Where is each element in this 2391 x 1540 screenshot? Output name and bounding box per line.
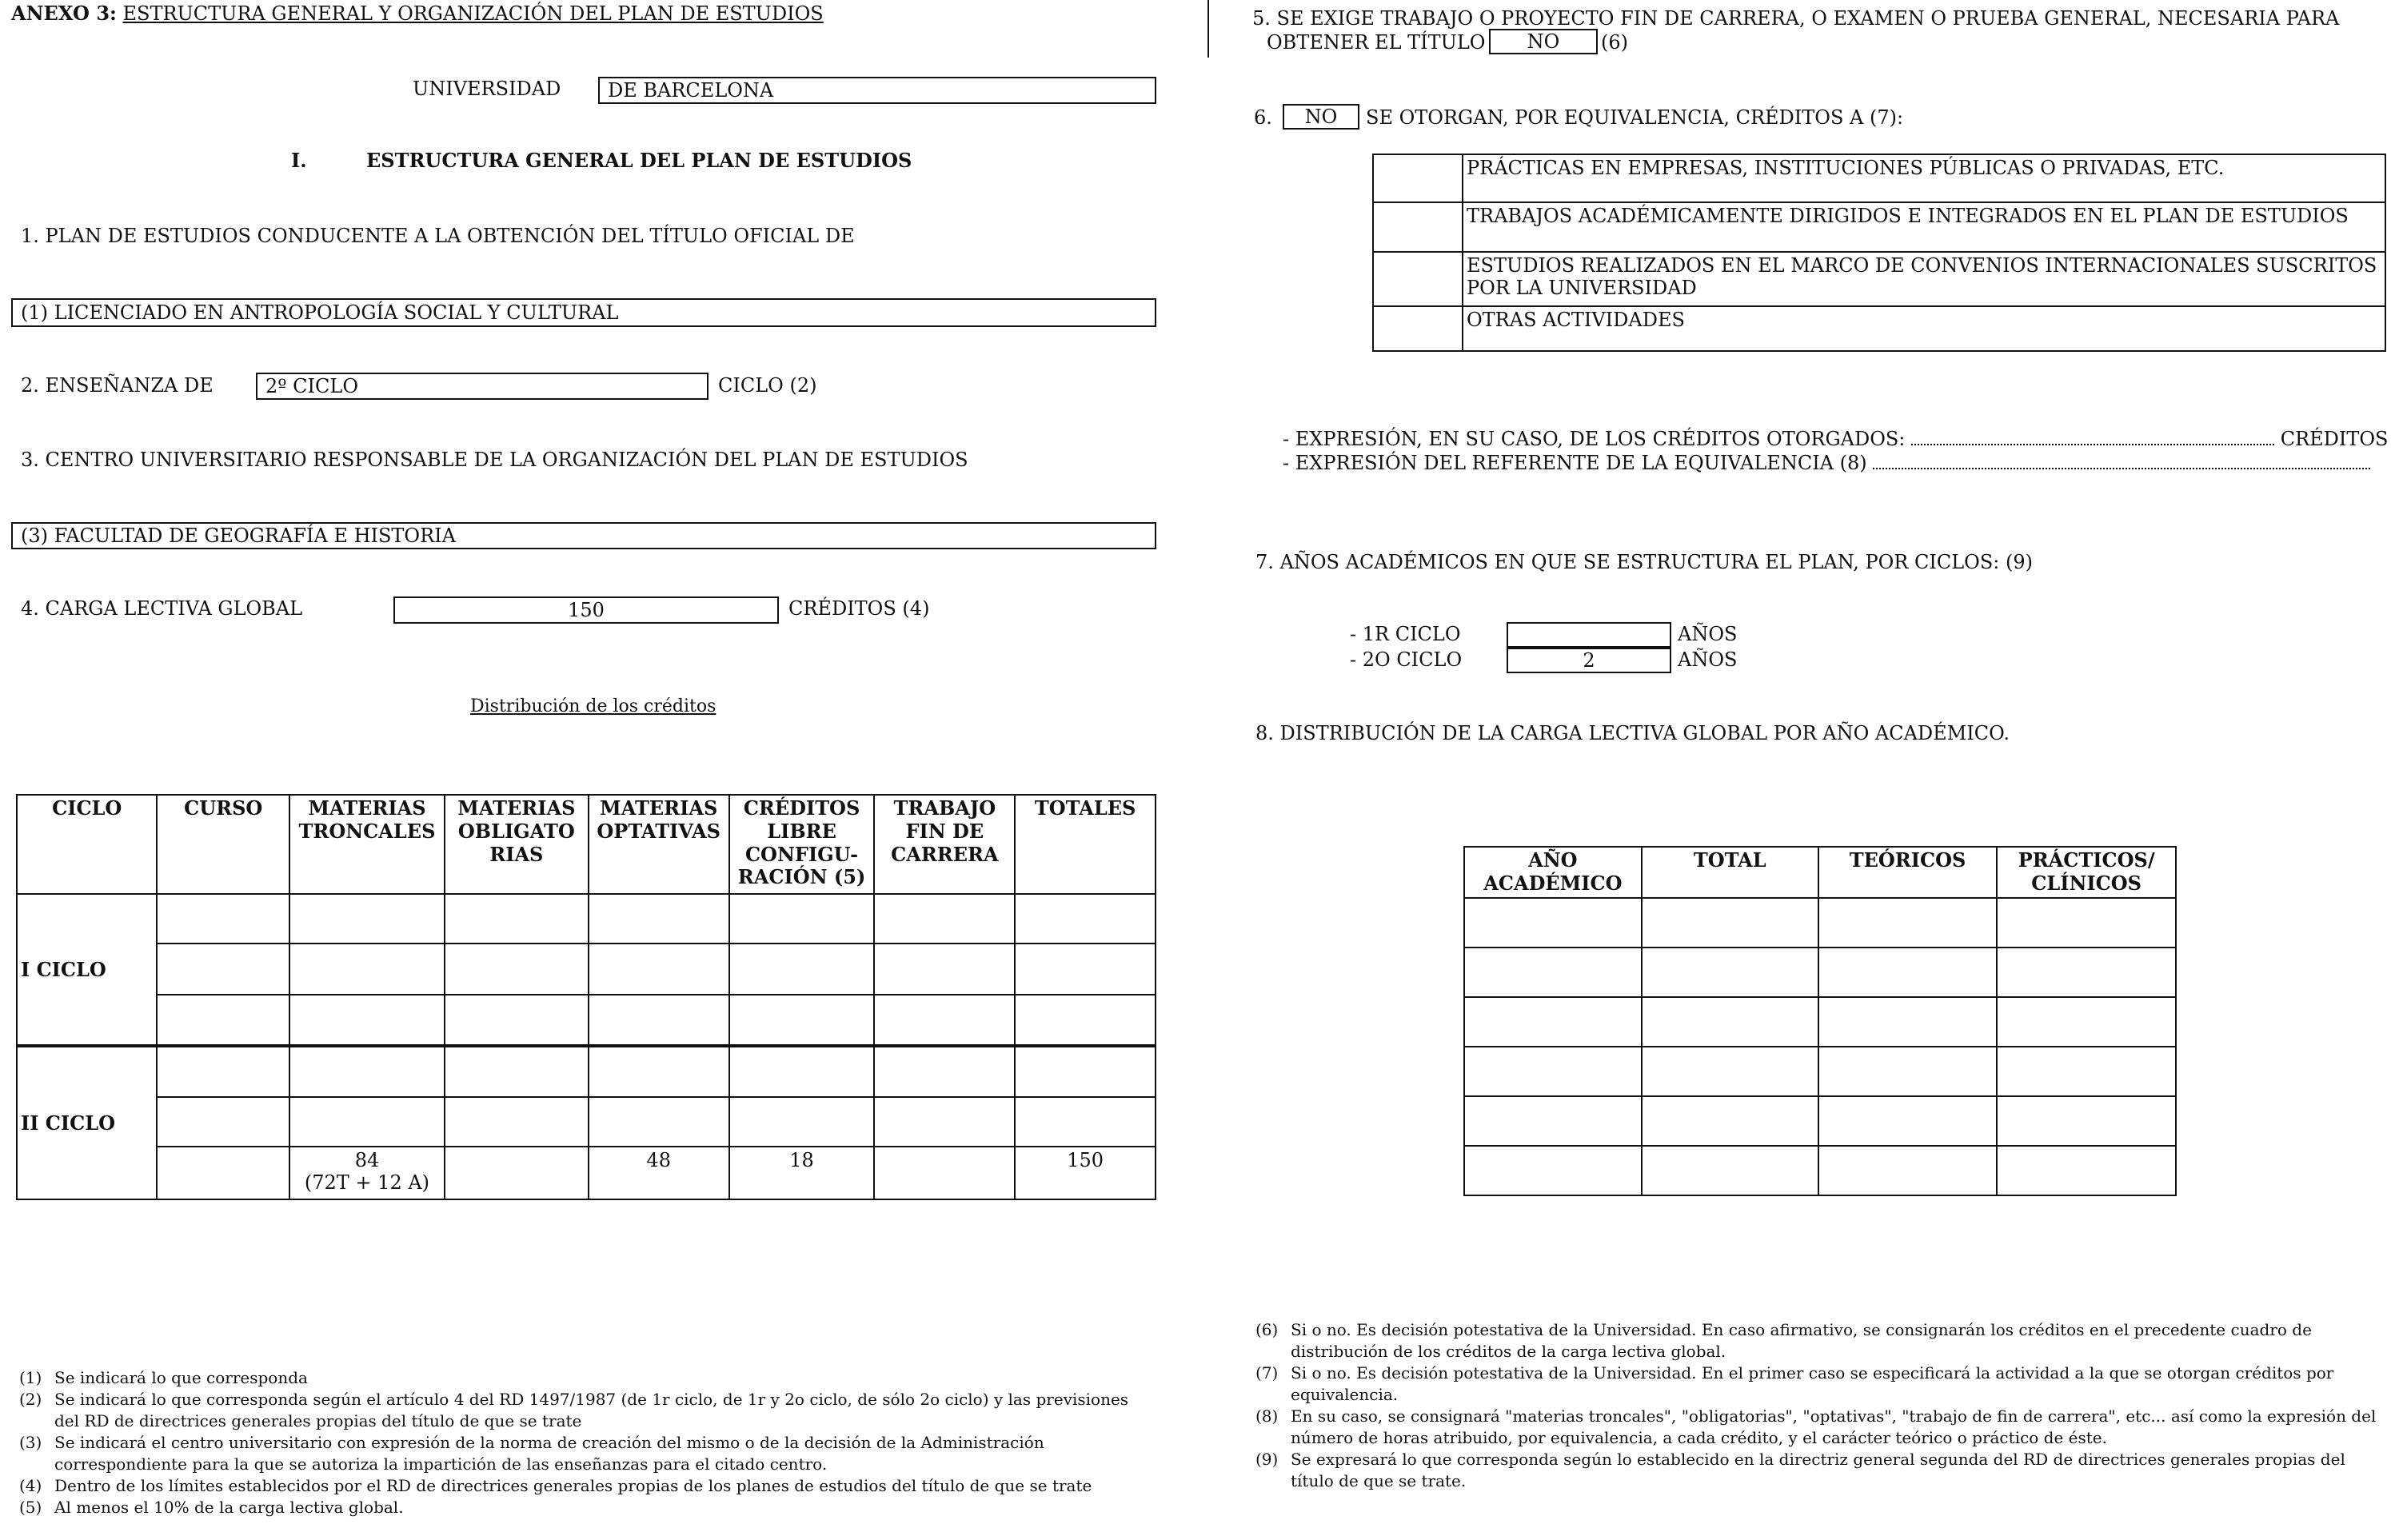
troncales-detail: (72T + 12 A) [304,1171,430,1194]
item2-suffix: CICLO (2) [718,374,817,397]
header-trabajo-fin-carrera: TRABAJO FIN DE CARRERA [874,795,1015,894]
table-row [1464,1146,2176,1195]
footnotes-right [1255,1319,2391,1492]
cycle1-years-unit: AÑOS [1678,623,1738,645]
distribution-title: Distribución de los créditos [470,696,717,716]
table-row [17,995,1156,1046]
expression-referent: - EXPRESIÓN DEL REFERENTE DE LA EQUIVALENCIA (8) [1283,453,2370,473]
equivalence-options-table [1372,154,2386,352]
credits-distribution-table [16,794,1156,1200]
item5-line2: OBTENER EL TÍTULO [1267,31,1486,54]
grand-total: 150 [1015,1147,1156,1199]
footnote: (6) Si o no. Es decisión potestativa de la Universidad. En caso afirmativo, se consignarán los créditos en el precedente cuadro de distribución de los créditos de la carga lectiva global. [1255,1320,2312,1361]
table-row [1464,898,2176,948]
annex-prefix: ANEXO 3: [11,2,117,25]
footnote: (5) Al menos el 10% de la carga lectiva global. [19,1498,404,1517]
table-row [1373,202,2385,252]
troncales-total-cell [289,1147,445,1199]
item6-field: NO [1283,104,1359,130]
cycle1-label: I CICLO [17,894,157,1046]
header-teoricos: TEÓRICOS [1818,847,1997,898]
item4-label: 4. CARGA LECTIVA GLOBAL [21,597,303,620]
table-row [1373,306,2385,351]
academic-year-table [1463,846,2177,1196]
faculty-field: (3) FACULTAD DE GEOGRAFÍA E HISTORIA [11,522,1156,549]
optativas-total: 48 [589,1147,729,1199]
option-practicas: PRÁCTICAS EN EMPRESAS, INSTITUCIONES PÚBLICAS O PRIVADAS, ETC. [1463,154,2385,202]
item6-number: 6. [1254,106,1272,129]
item1-label: 1. PLAN DE ESTUDIOS CONDUCENTE A LA OBTENCIÓN DEL TÍTULO OFICIAL DE [21,225,855,247]
item5-line1: 5. SE EXIGE TRABAJO O PROYECTO FIN DE CARRERA, O EXAMEN O PRUEBA GENERAL, NECESARIA PARA [1252,7,2340,30]
cycle2-years-field: 2 [1507,648,1671,673]
header-troncales: MATERIAS TRONCALES [289,795,445,894]
section-number: I. [291,149,307,172]
table-row [1464,1047,2176,1096]
troncales-total: 84 [354,1149,380,1171]
table-row [1464,1096,2176,1146]
option-otras: OTRAS ACTIVIDADES [1463,306,2385,351]
table-row [1373,154,2385,202]
cycle1-years-label: - 1R CICLO [1350,623,1461,645]
cycle-field: 2º CICLO [256,373,709,400]
cycle2-years-label: - 2O CICLO [1350,648,1463,671]
cycle2-years-unit: AÑOS [1678,648,1738,671]
item6-text: SE OTORGAN, POR EQUIVALENCIA, CRÉDITOS A (7): [1366,106,1904,129]
footnote: (4) Dentro de los límites establecidos por el RD de directrices generales propias de los planes de estudios del título de que se trate [19,1476,1092,1495]
footnote: (2) Se indicará lo que corresponda según el artículo 4 del RD 1497/1987 (de 1r ciclo, de 1r y 2o ciclo, de sólo 2o ciclo) y las previsiones del RD de directrices generales propias del título de que se trate [19,1390,1129,1430]
header-obligatorias: MATERIAS OBLIGATO RIAS [445,795,589,894]
expression-credits: - EXPRESIÓN, EN SU CASO, DE LOS CRÉDITOS OTORGADOS: CRÉDITOS [1283,428,2389,450]
item7-text: 7. AÑOS ACADÉMICOS EN QUE SE ESTRUCTURA EL PLAN, POR CICLOS: (9) [1255,551,2033,573]
option-convenios: ESTUDIOS REALIZADOS EN EL MARCO DE CONVENIOS INTERNACIONALES SUSCRITOS POR LA UNIVERSIDAD [1463,252,2385,306]
footnotes-left [19,1367,1155,1518]
header-practicos: PRÁCTICOS/ CLÍNICOS [1997,847,2176,898]
footnote: (8) En su caso, se consignará "materias troncales", "obligatorias", "optativas", "trabajo de fin de carrera", etc... así como la expresión del número de horas atribuido, por equivalencia, a cada crédito, y el carácter teórico o práctico de éste. [1255,1406,2377,1447]
item4-suffix: CRÉDITOS (4) [788,597,930,620]
item5-field: NO [1489,29,1598,54]
annex-heading [11,3,824,24]
footnote: (9) Se expresará lo que corresponda según lo establecido en la directriz general segunda del RD de directrices generales propias del título de que se trate. [1255,1450,2345,1490]
section-title: ESTRUCTURA GENERAL DEL PLAN DE ESTUDIOS [366,149,912,172]
header-totales: TOTALES [1015,795,1156,894]
header-total: TOTAL [1642,847,1818,898]
header-libre-configuracion: CRÉDITOS LIBRE CONFIGU- RACIÓN (5) [729,795,875,894]
table-row [1464,997,2176,1047]
item8-text: 8. DISTRIBUCIÓN DE LA CARGA LECTIVA GLOBAL POR AÑO ACADÉMICO. [1255,722,2010,744]
header-ciclo: CICLO [17,795,157,894]
table-row-totals [17,1147,1156,1199]
header-curso: CURSO [157,795,289,894]
header-ano-academico: AÑO ACADÉMICO [1464,847,1642,898]
table-row [17,894,1156,944]
footnote: (1) Se indicará lo que corresponda [19,1368,308,1387]
footnote: (3) Se indicará el centro universitario con expresión de la norma de creación del mismo o de la decisión de la Administración correspondiente para la que se autoriza la impartición de las enseñanzas para el citado centro. [19,1433,1044,1474]
item5-note: (6) [1601,31,1628,54]
cycle2-label: II CICLO [17,1046,157,1199]
table-row [17,944,1156,995]
degree-title-field: (1) LICENCIADO EN ANTROPOLOGÍA SOCIAL Y CULTURAL [11,298,1156,327]
item3-label: 3. CENTRO UNIVERSITARIO RESPONSABLE DE LA ORGANIZACIÓN DEL PLAN DE ESTUDIOS [21,449,968,471]
libre-total: 18 [729,1147,875,1199]
table-row [1373,252,2385,306]
header-optativas: MATERIAS OPTATIVAS [589,795,729,894]
credits-field: 150 [393,596,779,624]
item2-label: 2. ENSEÑANZA DE [21,374,214,397]
footnote: (7) Si o no. Es decisión potestativa de la Universidad. En el primer caso se especificará la actividad a la que se otorgan créditos por equivalencia. [1255,1363,2334,1404]
option-trabajos: TRABAJOS ACADÉMICAMENTE DIRIGIDOS E INTEGRADOS EN EL PLAN DE ESTUDIOS [1463,202,2385,252]
table-row [17,1046,1156,1097]
university-field: DE BARCELONA [598,77,1156,104]
table-row [1464,948,2176,997]
column-divider [1207,0,1209,58]
university-label: UNIVERSIDAD [413,78,561,100]
annex-title: ESTRUCTURA GENERAL Y ORGANIZACIÓN DEL PLAN DE ESTUDIOS [122,2,824,25]
cycle1-years-field [1507,622,1671,648]
table-row [17,1097,1156,1147]
